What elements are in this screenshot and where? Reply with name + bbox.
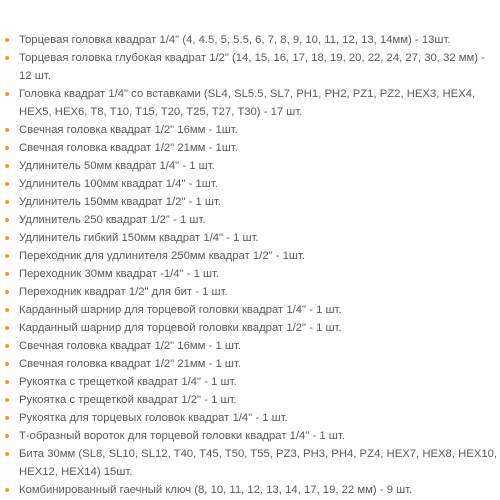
list-item-text: Переходник 30мм квадрат -1/4" - 1 шт. [19, 268, 220, 280]
list-item-text: Удлинитель гибкий 150мм квадрат 1/4" - 1 шт. [19, 232, 259, 244]
list-item [0, 283, 500, 301]
list-item [0, 121, 500, 139]
bullet-icon [5, 56, 9, 60]
list-item [0, 247, 500, 265]
list-item-text: Свечная головка квадрат 1/2" 21мм - 1шт. [19, 142, 238, 154]
list-item [0, 409, 500, 427]
list-item-text: Рукоятка с трещеткой квадрат 1/4" - 1 шт. [19, 376, 237, 388]
list-item [0, 175, 500, 193]
list-item-text: Комбинированный гаечный ключ (8, 10, 11, 12, 13, 14, 17, 19, 22 мм) - 9 шт. [19, 484, 413, 496]
list-item-text: Торцевая головка квадрат 1/4" (4, 4.5, 5, 5.5, 6, 7, 8, 9, 10, 11, 12, 13, 14мм) - 13шт. [19, 34, 451, 46]
list-item-text: Переходник для удлинителя 250мм квадрат 1/2" - 1шт. [19, 250, 306, 262]
bullet-icon [5, 254, 9, 258]
bullet-icon [5, 92, 9, 96]
bullet-icon [5, 434, 9, 438]
bullet-icon [5, 326, 9, 330]
list-item-text: Бита 30мм (SL8, SL10, SL12, T40, T45, T50, T55, PZ3, PH3, PH4, PZ4, HEX7, HEX8, HEX10, HEX12, HEX14) 15шт. [19, 448, 498, 478]
list-item [0, 301, 500, 319]
list-item [0, 157, 500, 175]
list-item-text: Удлинитель 150мм квадрат 1/2" - 1 шт. [19, 196, 222, 208]
list-item-text: Рукоятка с трещеткой квадрат 1/2" - 1 шт. [19, 394, 237, 406]
list-item-text: Удлинитель 100мм квадрат 1/4" - 1шт. [19, 178, 218, 190]
list-item [0, 337, 500, 355]
list-item-text: Свечная головка квадрат 1/2" 16мм - 1шт. [19, 124, 238, 136]
bullet-icon [5, 272, 9, 276]
bullet-icon [5, 146, 9, 150]
list-item [0, 229, 500, 247]
list-item [0, 49, 500, 85]
bullet-icon [5, 344, 9, 348]
list-item-text: Свечная головка квадрат 1/2" 21мм - 1 шт. [19, 358, 241, 370]
list-item-text: Удлинитель 250 квадрат 1/2" - 1 шт. [19, 214, 206, 226]
list-item [0, 391, 500, 409]
bullet-icon [5, 290, 9, 294]
bullet-icon [5, 398, 9, 402]
list-item [0, 481, 500, 499]
list-item-text: Удлинитель 50мм квадрат 1/4" - 1 шт. [19, 160, 215, 172]
spec-list [0, 31, 500, 499]
list-item [0, 319, 500, 337]
list-item [0, 265, 500, 283]
list-item-text: Свечная головка квадрат 1/2" 16мм - 1 шт. [19, 340, 241, 352]
bullet-icon [5, 128, 9, 132]
list-item [0, 193, 500, 211]
list-item-text: Т-образный вороток для торцевой головки квадрат 1/4" - 1 шт. [19, 430, 345, 442]
bullet-icon [5, 308, 9, 312]
list-item [0, 373, 500, 391]
bullet-icon [5, 38, 9, 42]
list-item [0, 211, 500, 229]
bullet-icon [5, 416, 9, 420]
bullet-icon [5, 182, 9, 186]
list-item-text: Переходник квадрат 1/2" для бит - 1 шт. [19, 286, 228, 298]
list-item-text: Карданный шарнир для торцевой головки квадрат 1/4" - 1 шт. [19, 304, 342, 316]
bullet-icon [5, 362, 9, 366]
list-item-text: Карданный шарнир для торцевой головки квадрат 1/2" - 1 шт. [19, 322, 342, 334]
list-item-text: Рукоятка для торцевых головок квадрат 1/4" - 1 шт. [19, 412, 288, 424]
bullet-icon [5, 236, 9, 240]
bullet-icon [5, 380, 9, 384]
bullet-icon [5, 164, 9, 168]
list-item [0, 427, 500, 445]
list-item [0, 31, 500, 49]
list-item [0, 355, 500, 373]
list-item [0, 139, 500, 157]
list-item-text: Головка квадрат 1/4" со вставками (SL4, SL5.5, SL7, PH1, PH2, PZ1, PZ2, HEX3, HEX4, HEX5, HEX6, T8, T10, T15, T20, T25, T27, T30) - 17 шт. [19, 88, 476, 118]
bullet-icon [5, 488, 9, 492]
bullet-icon [5, 200, 9, 204]
list-item [0, 445, 500, 481]
bullet-icon [5, 452, 9, 456]
list-item [0, 85, 500, 121]
list-item-text: Торцевая головка глубокая квадрат 1/2" (14, 15, 16, 17, 18, 19, 20, 22, 24, 27, 30, 32 мм) - 12 шт. [19, 52, 485, 82]
bullet-icon [5, 218, 9, 222]
